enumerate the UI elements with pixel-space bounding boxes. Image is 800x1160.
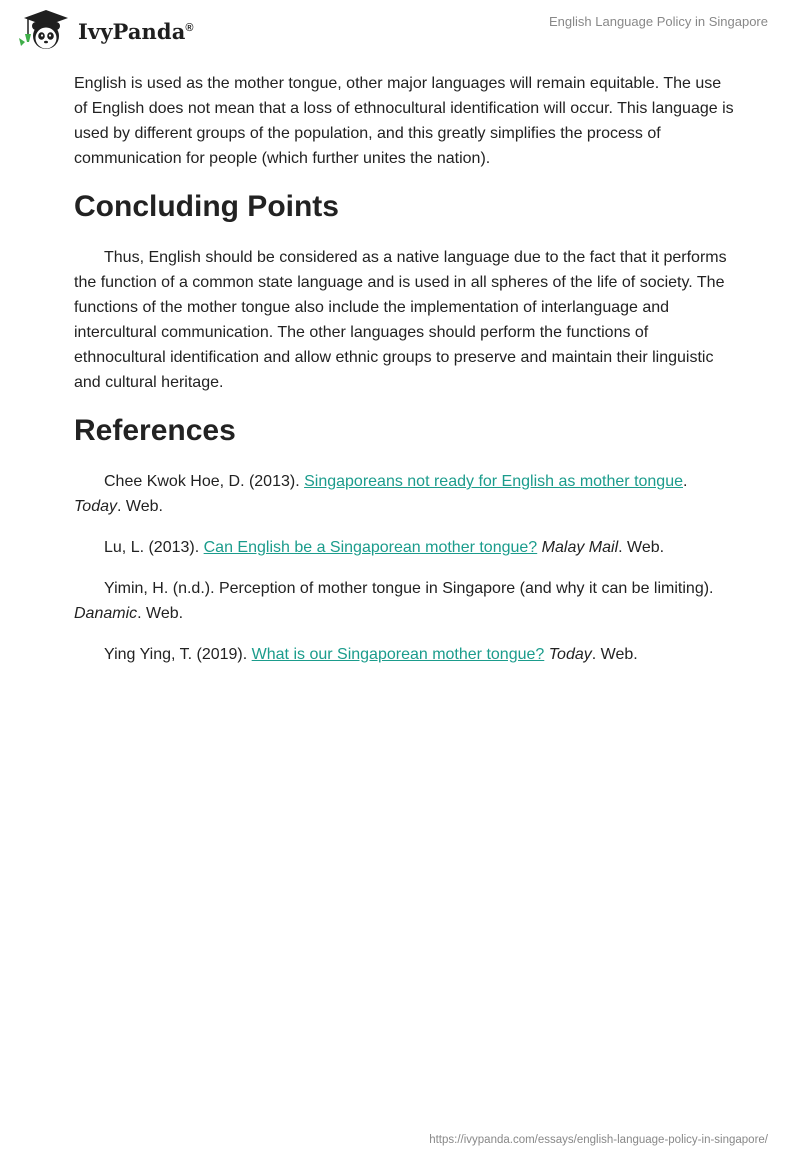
document-title: English Language Policy in Singapore: [549, 14, 768, 29]
brand-name: IvyPanda®: [78, 18, 194, 44]
reference-source: Danamic: [74, 605, 138, 622]
reference-link[interactable]: Can English be a Singaporean mother tongue?: [203, 539, 538, 556]
panda-graduate-icon: [16, 8, 76, 52]
reference-source: Today: [548, 646, 592, 663]
reference-item: Lu, L. (2013). Can English be a Singaporean mother tongue? Malay Mail. Web.: [104, 539, 665, 556]
reference-link[interactable]: Singaporeans not ready for English as mother tongue: [304, 473, 683, 490]
references-heading: References: [74, 414, 236, 447]
reference-item: Chee Kwok Hoe, D. (2013). Singaporeans not ready for English as mother tongue. Today. Web.: [74, 473, 688, 515]
reference-source: Malay Mail: [541, 539, 619, 556]
ivypanda-logo[interactable]: [16, 8, 194, 52]
concluding-points-heading: Concluding Points: [74, 190, 339, 223]
reference-link[interactable]: What is our Singaporean mother tongue?: [251, 646, 545, 663]
reference-item: Ying Ying, T. (2019). What is our Singaporean mother tongue? Today. Web.: [104, 646, 638, 663]
page-url[interactable]: https://ivypanda.com/essays/english-language-policy-in-singapore/: [429, 1134, 768, 1146]
reference-item: Yimin, H. (n.d.). Perception of mother tongue in Singapore (and why it can be limiting). Danamic. Web.: [74, 580, 714, 622]
reference-source: Today: [74, 498, 117, 515]
page-header: [0, 0, 800, 64]
conclusion-paragraph: Thus, English should be considered as a native language due to the fact that it performs the function of a common state language and is used in all spheres of the life of society. The functions of the mother tongue also include the implementation of interlanguage and intercultural communication. The other languages should perform the functions of ethnocultural identification and allow ethnic groups to preserve and maintain their linguistic and cultural heritage.: [74, 249, 727, 391]
intro-paragraph: English is used as the mother tongue, other major languages will remain equitable. The use of English does not mean that a loss of ethnocultural identification will occur. This language is used by different groups of the population, and this greatly simplifies the process of communication for people (which further unites the nation).: [74, 75, 734, 167]
essay-content: [74, 71, 734, 683]
